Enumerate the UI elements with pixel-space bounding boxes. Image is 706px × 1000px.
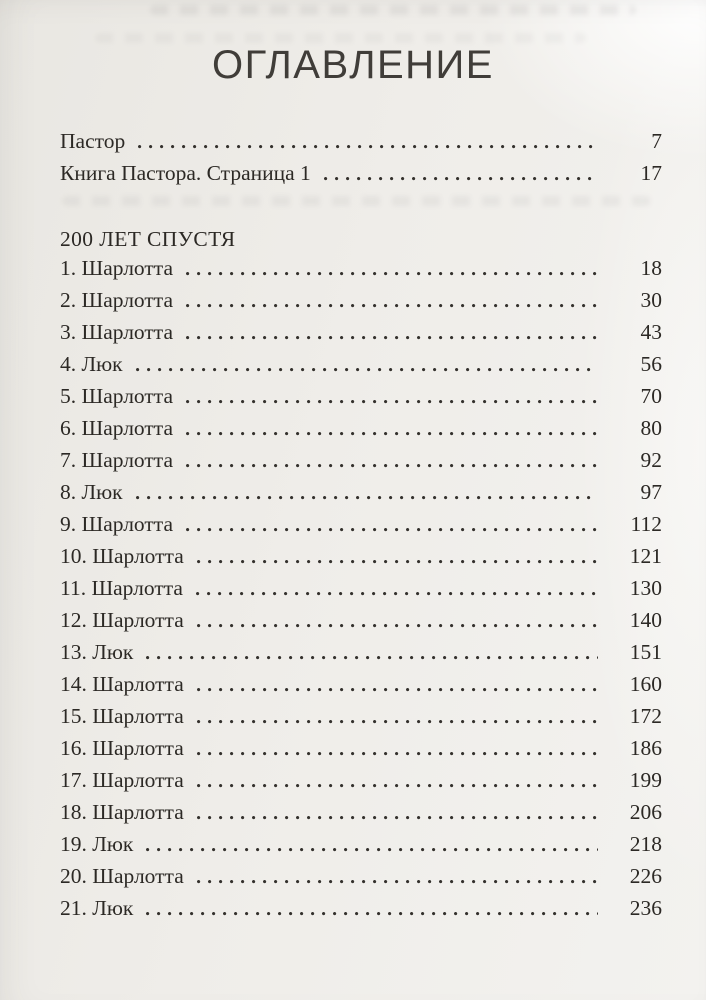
toc-entry-page-number: 92	[640, 448, 662, 472]
table-of-contents	[60, 0, 662, 1000]
toc-entry	[60, 508, 662, 540]
toc-entry	[60, 732, 662, 764]
dot-leader	[186, 464, 598, 468]
toc-entry-page-number: 56	[640, 352, 662, 376]
toc-entry-label: 5. Шарлотта	[60, 384, 173, 408]
toc-entry-label: 14. Шарлотта	[60, 672, 184, 696]
toc-entry-label: 6. Шарлотта	[60, 416, 173, 440]
front-matter-list	[60, 125, 662, 189]
page-title: ОГЛАВЛЕНИЕ	[212, 43, 494, 87]
toc-entry	[60, 860, 662, 892]
dot-leader	[197, 880, 598, 884]
toc-entry-label: 1. Шарлотта	[60, 256, 173, 280]
dot-leader	[138, 145, 598, 149]
toc-entry	[60, 828, 662, 860]
toc-entry-label: Пастор	[60, 129, 126, 153]
toc-entry-page-number: 80	[640, 416, 662, 440]
dot-leader	[186, 336, 598, 340]
dot-leader	[186, 528, 598, 532]
toc-entry-label: 7. Шарлотта	[60, 448, 173, 472]
toc-entry-label: 12. Шарлотта	[60, 608, 184, 632]
dot-leader	[186, 272, 598, 276]
toc-entry-label: 9. Шарлотта	[60, 512, 173, 536]
toc-entry	[60, 604, 662, 636]
dot-leader	[186, 432, 598, 436]
toc-entry-page-number: 30	[640, 288, 662, 312]
toc-entry-page-number: 43	[640, 320, 662, 344]
dot-leader	[197, 624, 598, 628]
toc-entry-label: 3. Шарлотта	[60, 320, 173, 344]
toc-entry-page-number: 218	[629, 832, 662, 856]
toc-entry	[60, 668, 662, 700]
toc-entry-page-number: 70	[640, 384, 662, 408]
dot-leader	[197, 816, 598, 820]
dot-leader	[186, 400, 598, 404]
toc-entry	[60, 796, 662, 828]
toc-entry-label: Книга Пастора. Страница 1	[60, 161, 311, 185]
toc-entry-page-number: 7	[651, 129, 662, 153]
toc-entry	[60, 476, 662, 508]
toc-entry-label: 2. Шарлотта	[60, 288, 173, 312]
toc-entry-page-number: 140	[629, 608, 662, 632]
dot-leader	[197, 784, 598, 788]
toc-entry-page-number: 112	[630, 512, 662, 536]
toc-entry-page-number: 130	[629, 576, 662, 600]
dot-leader	[197, 752, 598, 756]
dot-leader	[186, 304, 598, 308]
toc-entry-label: 16. Шарлотта	[60, 736, 184, 760]
toc-entry-page-number: 121	[629, 544, 662, 568]
toc-entry-page-number: 236	[629, 896, 662, 920]
dot-leader	[324, 177, 598, 181]
toc-entry	[60, 892, 662, 924]
toc-entry-label: 19. Люк	[60, 832, 134, 856]
toc-entry	[60, 316, 662, 348]
toc-entry-label: 8. Люк	[60, 480, 123, 504]
toc-entry	[60, 700, 662, 732]
toc-entry-label: 17. Шарлотта	[60, 768, 184, 792]
toc-entry	[60, 636, 662, 668]
toc-entry-label: 4. Люк	[60, 352, 123, 376]
dot-leader	[197, 688, 598, 692]
toc-entry	[60, 764, 662, 796]
toc-entry-label: 15. Шарлотта	[60, 704, 184, 728]
toc-entry-label: 10. Шарлотта	[60, 544, 184, 568]
toc-entry	[60, 125, 662, 157]
dot-leader	[136, 368, 598, 372]
dot-leader	[197, 560, 598, 564]
toc-entry	[60, 572, 662, 604]
toc-entry-page-number: 151	[629, 640, 662, 664]
chapter-list	[60, 252, 662, 924]
dot-leader	[136, 496, 598, 500]
toc-entry	[60, 412, 662, 444]
toc-entry	[60, 157, 662, 189]
toc-entry-label: 18. Шарлотта	[60, 800, 184, 824]
toc-entry-page-number: 18	[640, 256, 662, 280]
toc-entry	[60, 252, 662, 284]
dot-leader	[197, 720, 598, 724]
toc-entry-page-number: 206	[629, 800, 662, 824]
toc-entry-page-number: 199	[629, 768, 662, 792]
toc-entry	[60, 540, 662, 572]
toc-entry	[60, 348, 662, 380]
toc-entry-label: 20. Шарлотта	[60, 864, 184, 888]
toc-entry-label: 21. Люк	[60, 896, 134, 920]
dot-leader	[146, 912, 598, 916]
dot-leader	[146, 848, 598, 852]
toc-entry-page-number: 17	[640, 161, 662, 185]
toc-entry-page-number: 172	[629, 704, 662, 728]
toc-entry-label: 11. Шарлотта	[60, 576, 183, 600]
toc-entry	[60, 284, 662, 316]
dot-leader	[196, 592, 598, 596]
toc-entry	[60, 380, 662, 412]
toc-entry-page-number: 97	[640, 480, 662, 504]
toc-entry-page-number: 160	[629, 672, 662, 696]
dot-leader	[146, 656, 598, 660]
toc-entry-page-number: 186	[629, 736, 662, 760]
toc-entry-page-number: 226	[629, 864, 662, 888]
toc-entry-label: 13. Люк	[60, 640, 134, 664]
section-heading: 200 ЛЕТ СПУСТЯ	[60, 227, 236, 251]
toc-entry	[60, 444, 662, 476]
